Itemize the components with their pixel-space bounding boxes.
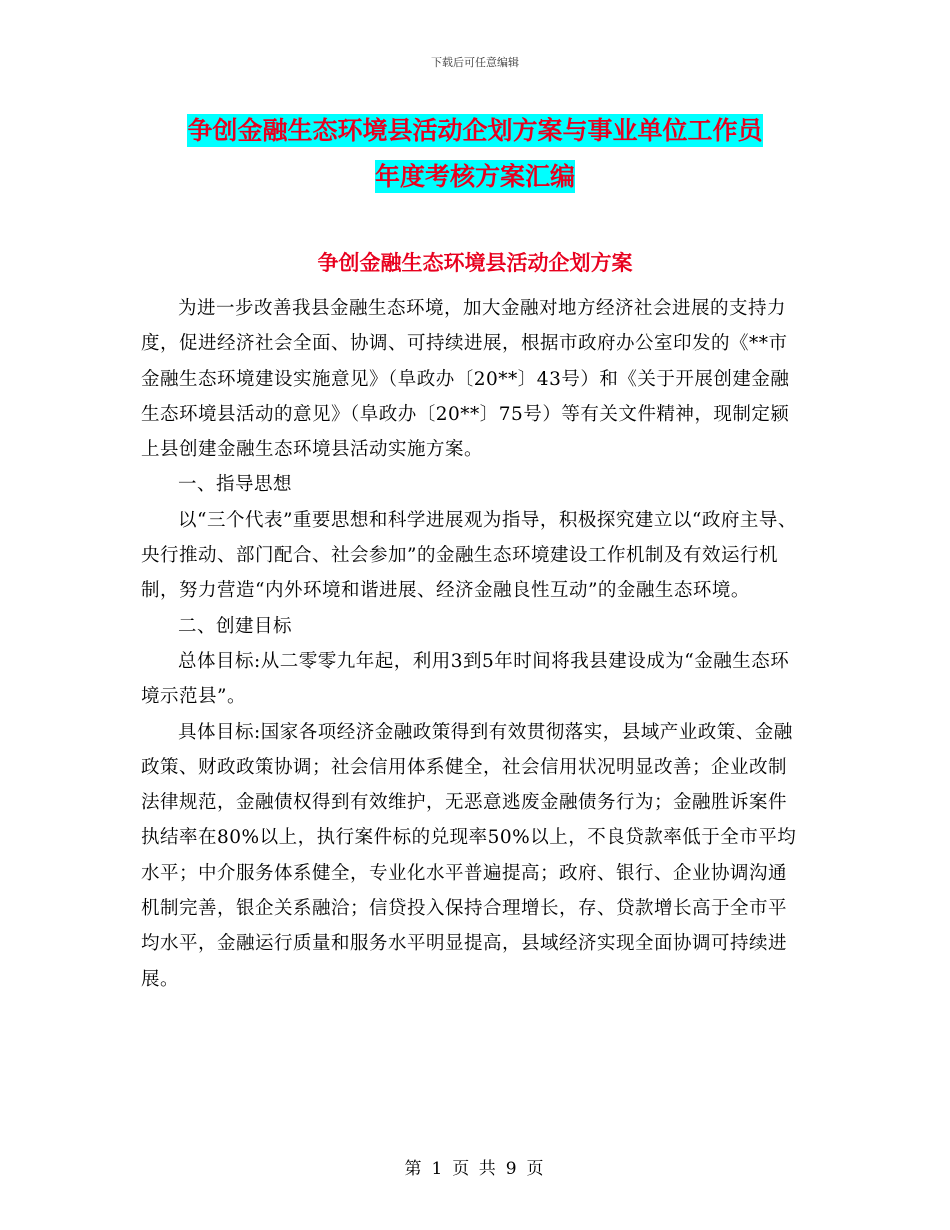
footer-prefix: 第 (404, 1159, 424, 1179)
main-title-line-1: 争创金融生态环境县活动企划方案与事业单位工作员 (187, 116, 763, 145)
section-title: 争创金融生态环境县活动企划方案 (317, 251, 633, 275)
header-note: 下载后可任意编辑 (431, 56, 519, 69)
footer-mid: 页 共 (452, 1159, 498, 1179)
footer-page-number: 1 (431, 1159, 445, 1179)
paragraph-specific-goals: 具体目标:国家各项经济金融政策得到有效贯彻落实，县域产业政策、金融政策、财政政策协调；社会信用体系健全，社会信用状况明显改善；企业改制法律规范，金融债权得到有效维护，无恶意逃废金融债务行为；金融胜诉案件执结率在80%以上，执行案件标的兑现率50%以上，不良贷款率低于全市平均水平；中介服务体系健全，专业化水平普遍提高；政府、银行、企业协调沟通机制完善，银企关系融洽；信贷投入保持合理增长，存、贷款增长高于全市平均水平，金融运行质量和服务水平明显提高，县域经济实现全面协调可持续进展。 (141, 721, 797, 990)
footer-suffix: 页 (526, 1159, 546, 1179)
main-title (0, 108, 950, 200)
main-title-line-2: 年度考核方案汇编 (374, 162, 575, 191)
heading-goals: 二、创建目标 (178, 615, 293, 637)
paragraph-overall-goal: 总体目标:从二零零九年起，利用3到5年时间将我县建设成为“金融生态环境示范县”。 (141, 650, 790, 708)
heading-guiding-ideology: 一、指导思想 (178, 474, 293, 496)
page-footer (0, 1154, 950, 1179)
body-text (141, 291, 801, 997)
paragraph-guiding-ideology: 以“三个代表”重要思想和科学进展观为指导，积极探究建立以“政府主导、央行推动、部门配合、社会参加”的金融生态环境建设工作机制及有效运行机制，努力营造“内外环境和谐进展、经济金融良性互动”的金融生态环境。 (141, 509, 797, 602)
footer-total-pages: 9 (505, 1159, 519, 1179)
paragraph-intro: 为进一步改善我县金融生态环境，加大金融对地方经济社会进展的支持力度，促进经济社会全面、协调、可持续进展，根据市政府办公室印发的《**市金融生态环境建设实施意见》（阜政办〔20**〕43号）和《关于开展创建金融生态环境县活动的意见》（阜政办〔20**〕75号）等有关文件精神，现制定颍上县创建金融生态环境县活动实施方案。 (141, 298, 790, 461)
